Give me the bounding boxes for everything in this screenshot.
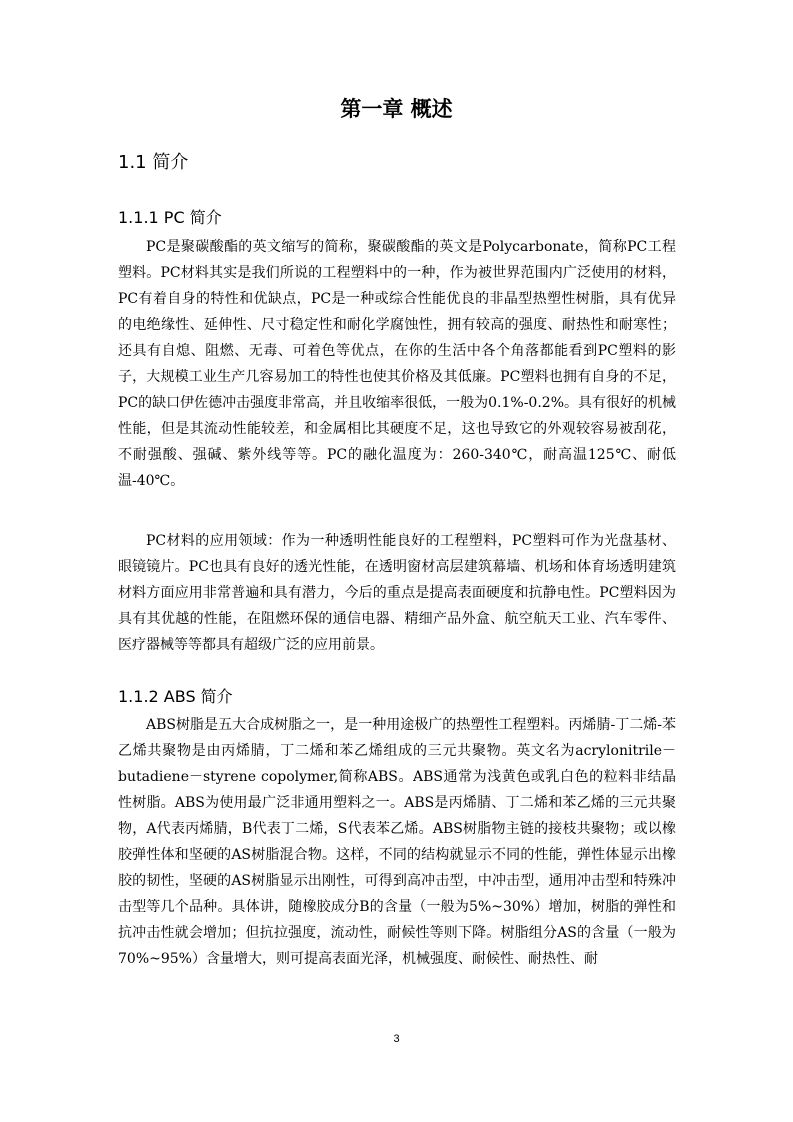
section-title: 1.1 简介 bbox=[118, 152, 189, 173]
chapter-title: 第一章 概述 bbox=[340, 97, 453, 121]
page-number: 3 bbox=[393, 1033, 400, 1045]
pc-applications-paragraph: PC材料的应用领域：作为一种透明性能良好的工程塑料，PC塑料可作为光盘基材、眼镜镜片。PC也具有良好的透光性能，在透明窗材高层建筑幕墙、机场和体育场透明建筑材料方面应用非常普遍和具有潜力，今后的重点是提高表面硬度和抗静电性。PC塑料因为具有其优越的性能，在阻燃环保的通信电器、精细产品外盒、航空航天工业、汽车零件、医疗器械等等都具有超级广泛的应用前景。 bbox=[118, 533, 676, 653]
abs-intro-paragraph: ABS树脂是五大合成树脂之一，是一种用途极广的热塑性工程塑料。丙烯腈-丁二烯-苯乙烯共聚物是由丙烯腈，丁二烯和苯乙烯组成的三元共聚物。英文名为acrylonitrile－butadiene－styrene copolymer,简称ABS。ABS通常为浅黄色或乳白色的粒料非结晶性树脂。ABS为使用最广泛非通用塑料之一。ABS是丙烯腈、丁二烯和苯乙烯的三元共聚物，A代表丙烯腈，B代表丁二烯，S代表苯乙烯。ABS树脂物主链的接枝共聚物；或以橡胶弹性体和坚硬的AS树脂混合物。这样，不同的结构就显示不同的性能，弹性体显示出橡胶的韧性，坚硬的AS树脂显示出刚性，可得到高冲击型，中冲击型，通用冲击型和特殊冲击型等几个品种。具体讲，随橡胶成分B的含量（一般为5%~30%）增加，树脂的弹性和抗冲击性就会增加；但抗拉强度，流动性，耐候性等则下降。树脂组分AS的含量（一般为70%~95%）含量增大，则可提高表面光泽，机械强度、耐候性、耐热性、耐 bbox=[118, 717, 676, 967]
subsection-title-abs: 1.1.2 ABS 简介 bbox=[118, 687, 233, 706]
pc-intro-paragraph: PC是聚碳酸酯的英文缩写的简称，聚碳酸酯的英文是Polycarbonate，简称PC工程塑料。PC材料其实是我们所说的工程塑料中的一种，作为被世界范围内广泛使用的材料，PC有着自身的特性和优缺点，PC是一种或综合性能优良的非晶型热塑性树脂，具有优异的电绝缘性、延伸性、尺寸稳定性和耐化学腐蚀性，拥有较高的强度、耐热性和耐寒性；还具有自熄、阻燃、无毒、可着色等优点，在你的生活中各个角落都能看到PC塑料的影子，大规模工业生产几容易加工的特性也使其价格及其低廉。PC塑料也拥有自身的不足，PC的缺口伊佐德冲击强度非常高，并且收缩率很低，一般为0.1%-0.2%。具有很好的机械性能，但是其流动性能较差，和金属相比其硬度不足，这也导致它的外观较容易被刮花，不耐强酸、强碱、紫外线等等。PC的融化温度为：260-340℃，耐高温125℃、耐低温-40℃。 bbox=[118, 239, 676, 489]
subsection-title-pc: 1.1.1 PC 简介 bbox=[118, 208, 222, 227]
